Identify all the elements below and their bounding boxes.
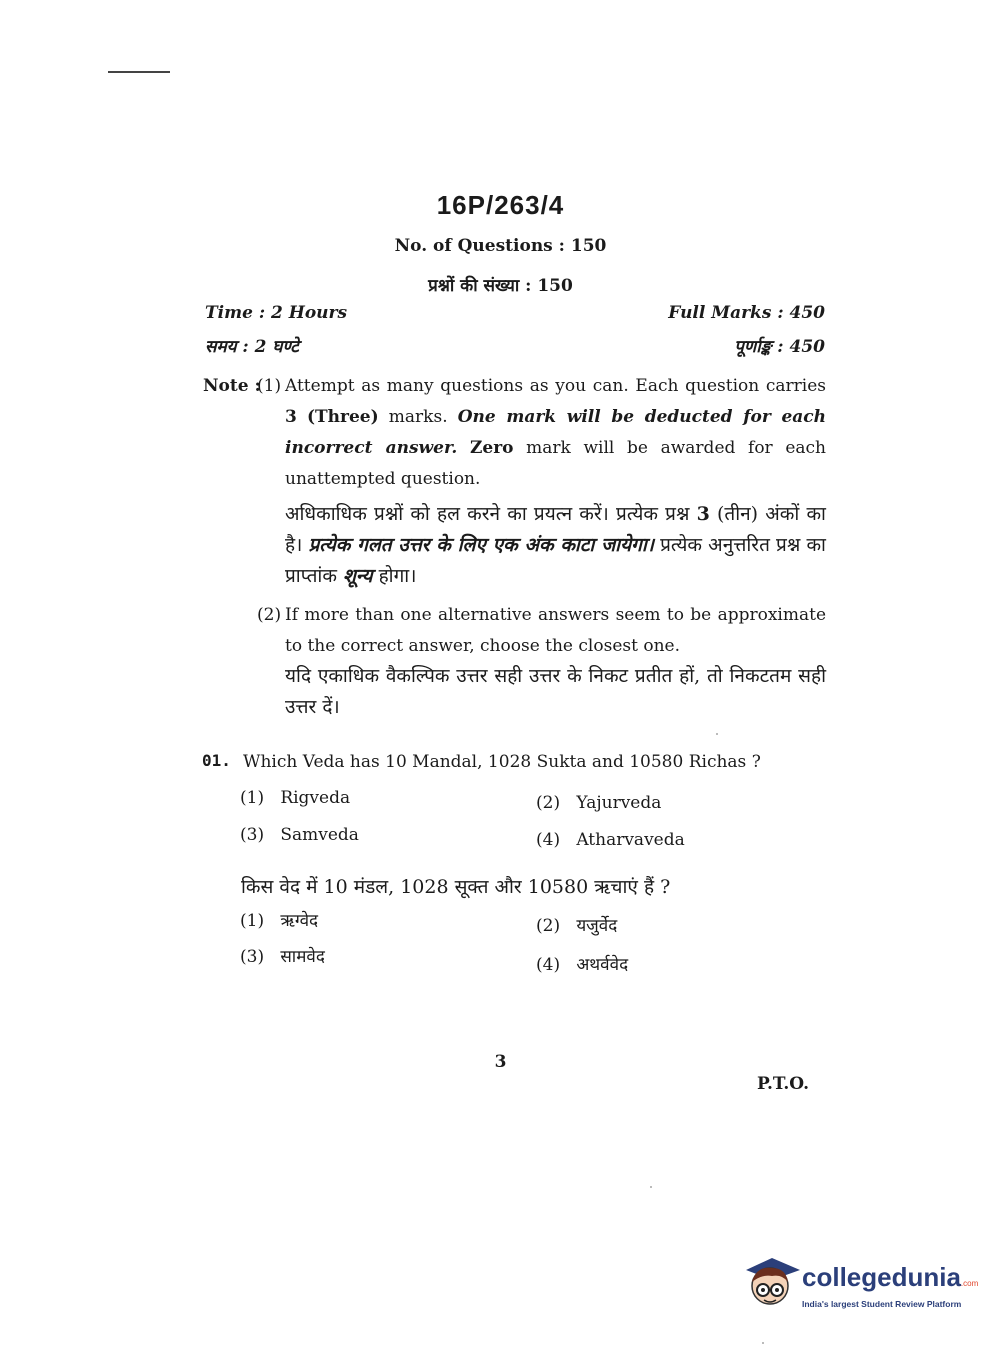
top-rule xyxy=(108,71,170,73)
page-number: 3 xyxy=(494,1052,507,1072)
note-item1-hi-text-g: होगा। xyxy=(378,565,417,587)
option-3-hi xyxy=(240,944,325,967)
paper-code: 16P/263/4 xyxy=(436,190,565,220)
option-3-en xyxy=(240,825,359,845)
note-item1-number: (1) xyxy=(257,376,282,396)
note-item1-en-text-g: mark will be awarded for each unattempted question. xyxy=(285,438,827,489)
option-2-hi-text: यजुर्वेद xyxy=(576,916,618,936)
option-2-en-num: (2) xyxy=(536,793,561,813)
note-item1-en-penalty: One mark will be deducted for each incorrect answer. xyxy=(285,407,826,458)
time-en: Time : 2 Hours xyxy=(205,303,348,323)
note-item1-hi xyxy=(285,499,826,592)
option-4-en-text: Atharvaveda xyxy=(576,830,685,850)
logo-wordmark: collegedunia xyxy=(802,1262,961,1292)
question-text-en: Which Veda has 10 Mandal, 1028 Sukta and 10580 Richas ? xyxy=(243,752,761,772)
note-item1-en-text-d: marks. xyxy=(388,407,448,427)
option-4-en xyxy=(536,830,685,850)
note-item1-en-three: (Three) xyxy=(306,407,379,427)
note-item1-hi-text-c: (तीन) अंकों का है। xyxy=(285,503,826,556)
option-2-en xyxy=(536,793,661,813)
note-item1-en-zero: Zero xyxy=(469,438,514,458)
question-text-hi: किस वेद में 10 मंडल, 1028 सूक्त और 10580 ऋचाएं हैं ? xyxy=(241,876,671,898)
option-2-hi-num: (2) xyxy=(536,916,561,936)
logo-tagline: India's largest Student Review Platform xyxy=(802,1299,962,1309)
scan-speck xyxy=(762,1342,764,1344)
option-4-hi-text: अथर्ववेद xyxy=(576,955,629,975)
note-item1-en xyxy=(285,371,826,495)
question-number: 01. xyxy=(202,751,231,770)
note-item2-number: (2) xyxy=(257,605,282,625)
option-3-en-num: (3) xyxy=(240,825,265,845)
full-marks-en: Full Marks : 450 xyxy=(668,303,825,323)
option-3-hi-num: (3) xyxy=(240,947,265,967)
note-item1-hi-num: 3 xyxy=(696,503,710,525)
note-item1-en-text-a: Attempt as many questions as you can. Each question carries xyxy=(285,376,826,396)
option-1-en-text: Rigveda xyxy=(280,788,351,808)
option-1-hi-text: ऋग्वेद xyxy=(280,911,319,931)
note-item2-en: If more than one alternative answers seem to be approximate to the correct answer, choose the closest one. xyxy=(285,605,826,656)
option-1-en-num: (1) xyxy=(240,788,265,808)
time-hi: समय : 2 घण्टे xyxy=(205,337,299,357)
questions-count-en: No. of Questions : 150 xyxy=(394,236,607,256)
note-item1-hi-text-e: प्रत्येक अनुत्तरित प्रश्न का प्राप्तांक xyxy=(285,534,826,587)
full-marks-hi: पूर्णाङ्क : 450 xyxy=(734,337,825,357)
option-1-en xyxy=(240,788,350,808)
note-item1-hi-zero: शून्य xyxy=(342,565,373,587)
note-item1-en-num: 3 xyxy=(285,407,297,427)
note-label: Note : xyxy=(203,376,261,396)
scan-speck xyxy=(650,1186,652,1188)
questions-count-hi: प्रश्नों की संख्या : 150 xyxy=(428,276,573,296)
option-4-en-num: (4) xyxy=(536,830,561,850)
option-2-hi xyxy=(536,913,617,936)
logo-suffix: .com xyxy=(960,1279,979,1288)
scan-speck xyxy=(716,733,718,735)
mascot-icon xyxy=(742,1252,802,1312)
option-3-en-text: Samveda xyxy=(280,825,359,845)
note-item1-hi-penalty: प्रत्येक गलत उत्तर के लिए एक अंक काटा जायेगा। xyxy=(308,534,654,556)
option-4-hi-num: (4) xyxy=(536,955,561,975)
collegedunia-logo[interactable] xyxy=(742,1252,979,1314)
note-item2-hi: यदि एकाधिक वैकल्पिक उत्तर सही उत्तर के निकट प्रतीत हों, तो निकटतम सही उत्तर दें। xyxy=(285,665,826,718)
option-3-hi-text: सामवेद xyxy=(280,947,325,967)
option-2-en-text: Yajurveda xyxy=(576,793,662,813)
option-4-hi xyxy=(536,952,628,975)
option-1-hi xyxy=(240,908,318,931)
pto-label: P.T.O. xyxy=(757,1074,809,1094)
option-1-hi-num: (1) xyxy=(240,911,265,931)
note-item1-hi-text-a: अधिकाधिक प्रश्नों को हल करने का प्रयत्न करें। प्रत्येक प्रश्न xyxy=(285,503,690,525)
